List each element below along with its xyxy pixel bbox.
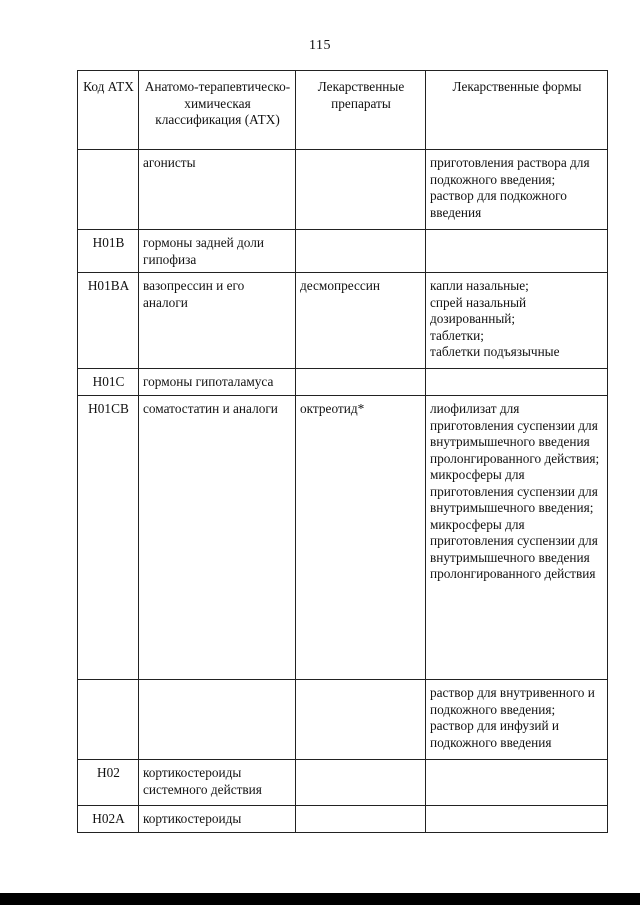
cell-drug: октреотид*: [296, 396, 426, 680]
table-row: [78, 760, 608, 806]
form-item: раствор для внутривенного и подкожного введения;: [430, 685, 595, 717]
form-item: таблетки подъязычные: [430, 344, 560, 359]
form-item: таблетки;: [430, 327, 484, 343]
cell-forms: [426, 760, 608, 806]
header-code: Код АТХ: [78, 71, 139, 150]
table-row: [78, 273, 608, 369]
page-number: 115: [309, 38, 331, 53]
cell-forms: [426, 680, 608, 760]
scan-bottom-edge: [0, 893, 640, 905]
cell-classification: гормоны задней доли гипофиза: [139, 230, 296, 273]
cell-classification: соматостатин и аналоги: [139, 396, 296, 680]
table-row: [78, 806, 608, 833]
cell-classification: кортикостероиды: [139, 806, 296, 833]
form-item: приготовления раствора для подкожного введения;: [430, 155, 590, 187]
cell-code: [78, 150, 139, 230]
cell-code: H01C: [78, 369, 139, 396]
cell-drug: десмопрессин: [296, 273, 426, 369]
form-item: капли назальные;: [430, 278, 529, 293]
cell-code: H01CB: [78, 396, 139, 680]
cell-classification: [139, 680, 296, 760]
cell-drug: [296, 150, 426, 230]
cell-forms: [426, 273, 608, 369]
cell-drug: [296, 369, 426, 396]
header-drugs: Лекарственные препараты: [296, 71, 426, 150]
cell-classification: агонисты: [139, 150, 296, 230]
cell-drug: [296, 760, 426, 806]
form-item: раствор для инфузий и подкожного введения: [430, 718, 560, 750]
cell-forms: [426, 369, 608, 396]
header-forms: Лекарственные формы: [426, 71, 608, 150]
table-row: [78, 680, 608, 760]
table-row: [78, 230, 608, 273]
form-item: микросферы для приготовления суспензии для внутримышечного введения;: [430, 467, 598, 515]
cell-classification: кортикостероиды системного действия: [139, 760, 296, 806]
form-item: микросферы для приготовления суспензии для внутримышечного введения пролонгированного действия: [430, 516, 598, 581]
cell-code: H01BA: [78, 273, 139, 369]
table-header-row: [78, 71, 608, 150]
cell-classification: гормоны гипоталамуса: [139, 369, 296, 396]
cell-forms: [426, 806, 608, 833]
atc-table: [77, 70, 608, 833]
atc-table-container: [77, 70, 608, 833]
cell-code: H02A: [78, 806, 139, 833]
table-row: [78, 369, 608, 396]
cell-forms: [426, 230, 608, 273]
cell-code: [78, 680, 139, 760]
cell-classification: вазопрессин и его аналоги: [139, 273, 296, 369]
cell-drug: [296, 680, 426, 760]
cell-code: H01B: [78, 230, 139, 273]
form-item: лиофилизат для приготовления суспензии для внутримышечного введения пролонгированного действия;: [430, 401, 600, 466]
cell-drug: [296, 806, 426, 833]
cell-drug: [296, 230, 426, 273]
cell-forms: [426, 150, 608, 230]
form-item: спрей назальный дозированный;: [430, 294, 527, 326]
table-row: [78, 150, 608, 230]
cell-code: H02: [78, 760, 139, 806]
table-row: [78, 396, 608, 680]
cell-forms: [426, 396, 608, 680]
form-item: раствор для подкожного введения: [430, 188, 567, 220]
header-classification: Анатомо-терапевтическо-химическая классификация (АТХ): [139, 71, 296, 150]
